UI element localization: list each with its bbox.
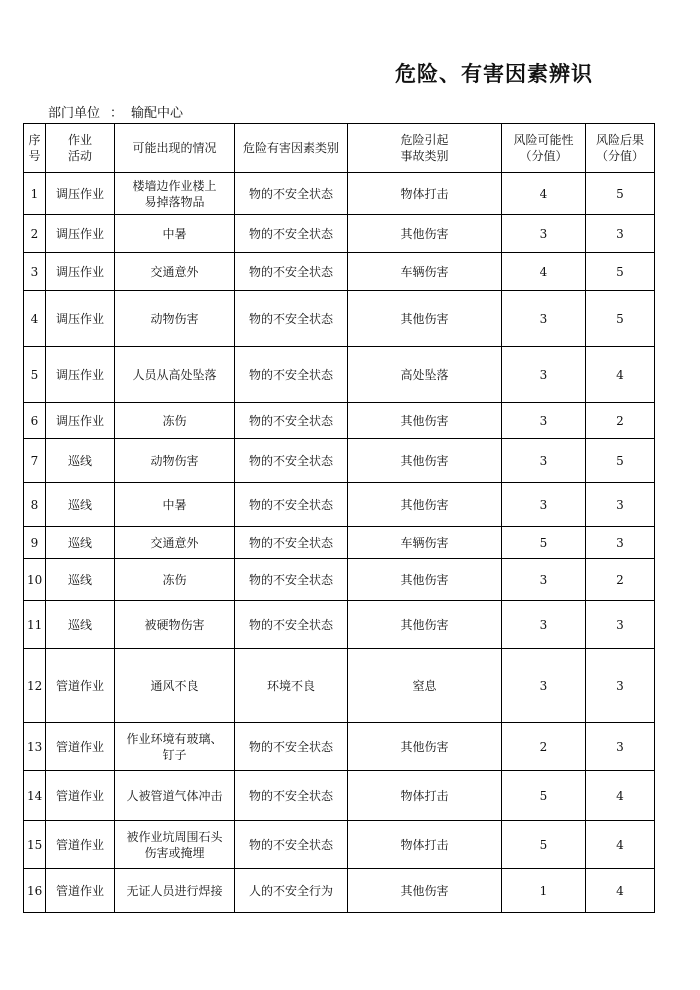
header-text: 号 <box>28 149 41 163</box>
cell-no: 4 <box>24 291 46 347</box>
cell-activity: 管道作业 <box>46 869 115 913</box>
cell-text: 钉子 <box>162 747 187 762</box>
cell-consequence: 2 <box>586 559 655 601</box>
cell-no: 1 <box>24 173 46 215</box>
cell-situation <box>115 771 235 821</box>
cell-likelihood: 1 <box>502 869 586 913</box>
cell-situation <box>115 723 235 771</box>
department-line <box>48 102 183 121</box>
col-header-likelihood <box>502 124 586 173</box>
cell-likelihood: 3 <box>502 483 586 527</box>
cell-no: 14 <box>24 771 46 821</box>
cell-text: 动物伤害 <box>150 453 199 468</box>
cell-accident: 物体打击 <box>348 173 502 215</box>
cell-category: 物的不安全状态 <box>235 527 348 559</box>
cell-category: 物的不安全状态 <box>235 771 348 821</box>
cell-consequence: 5 <box>586 253 655 291</box>
cell-situation <box>115 483 235 527</box>
cell-text: 动物伤害 <box>150 311 199 326</box>
cell-accident: 车辆伤害 <box>348 527 502 559</box>
table-row <box>24 483 655 527</box>
table-row <box>24 527 655 559</box>
cell-consequence: 3 <box>586 723 655 771</box>
table-row <box>24 869 655 913</box>
cell-activity: 调压作业 <box>46 173 115 215</box>
cell-text: 被硬物伤害 <box>144 617 205 632</box>
cell-situation <box>115 559 235 601</box>
cell-no: 13 <box>24 723 46 771</box>
table-row <box>24 723 655 771</box>
cell-accident: 物体打击 <box>348 771 502 821</box>
cell-activity: 管道作业 <box>46 771 115 821</box>
cell-accident: 其他伤害 <box>348 723 502 771</box>
cell-accident: 其他伤害 <box>348 403 502 439</box>
cell-category: 人的不安全行为 <box>235 869 348 913</box>
cell-no: 8 <box>24 483 46 527</box>
cell-activity: 调压作业 <box>46 403 115 439</box>
cell-activity: 管道作业 <box>46 649 115 723</box>
cell-text: 冻伤 <box>162 413 187 428</box>
table-body <box>24 173 655 913</box>
cell-situation <box>115 347 235 403</box>
cell-text: 交通意外 <box>150 535 199 550</box>
cell-consequence: 3 <box>586 215 655 253</box>
cell-accident: 车辆伤害 <box>348 253 502 291</box>
cell-activity: 巡线 <box>46 527 115 559</box>
cell-situation <box>115 821 235 869</box>
header-text: （分值） <box>595 149 644 163</box>
table-row <box>24 559 655 601</box>
cell-text: 冻伤 <box>162 572 187 587</box>
cell-likelihood: 3 <box>502 347 586 403</box>
department-label: 部门单位 <box>48 106 101 121</box>
department-colon: ： <box>110 106 124 121</box>
cell-text: 中暑 <box>162 497 187 512</box>
cell-text: 被作业坑周围石头 <box>126 829 223 844</box>
table-row <box>24 439 655 483</box>
cell-activity: 调压作业 <box>46 291 115 347</box>
cell-category: 物的不安全状态 <box>235 291 348 347</box>
cell-likelihood: 3 <box>502 403 586 439</box>
cell-situation <box>115 527 235 559</box>
cell-category: 物的不安全状态 <box>235 439 348 483</box>
cell-no: 16 <box>24 869 46 913</box>
header-text: 事故类别 <box>400 149 449 163</box>
cell-consequence: 5 <box>586 173 655 215</box>
cell-text: 伤害或掩埋 <box>144 845 205 860</box>
table-row <box>24 215 655 253</box>
cell-accident: 其他伤害 <box>348 559 502 601</box>
cell-likelihood: 3 <box>502 215 586 253</box>
cell-likelihood: 3 <box>502 291 586 347</box>
cell-accident: 其他伤害 <box>348 601 502 649</box>
col-header-activity <box>46 124 115 173</box>
cell-activity: 调压作业 <box>46 215 115 253</box>
cell-consequence: 5 <box>586 291 655 347</box>
table-row <box>24 291 655 347</box>
cell-no: 9 <box>24 527 46 559</box>
header-text: 风险后果 <box>595 133 644 147</box>
header-text: 风险可能性 <box>513 133 574 147</box>
cell-likelihood: 3 <box>502 649 586 723</box>
cell-likelihood: 3 <box>502 439 586 483</box>
cell-situation <box>115 649 235 723</box>
cell-category: 物的不安全状态 <box>235 483 348 527</box>
cell-likelihood: 3 <box>502 559 586 601</box>
table-row <box>24 821 655 869</box>
cell-accident: 窒息 <box>348 649 502 723</box>
cell-situation <box>115 173 235 215</box>
cell-category: 物的不安全状态 <box>235 601 348 649</box>
table-header-row <box>24 124 655 173</box>
header-text: 危险有害因素类别 <box>242 141 339 155</box>
cell-category: 物的不安全状态 <box>235 253 348 291</box>
cell-situation <box>115 215 235 253</box>
cell-text: 无证人员进行焊接 <box>126 883 223 898</box>
cell-accident: 其他伤害 <box>348 483 502 527</box>
header-text: 作业 <box>67 133 92 147</box>
table-row <box>24 649 655 723</box>
cell-accident: 其他伤害 <box>348 439 502 483</box>
cell-consequence: 3 <box>586 527 655 559</box>
cell-text: 交通意外 <box>150 264 199 279</box>
cell-text: 楼墙边作业楼上 <box>132 178 217 193</box>
table-row <box>24 347 655 403</box>
table-row <box>24 253 655 291</box>
table-row <box>24 601 655 649</box>
cell-likelihood: 5 <box>502 527 586 559</box>
cell-consequence: 4 <box>586 771 655 821</box>
cell-text: 人员从高处坠落 <box>132 367 217 382</box>
cell-category: 物的不安全状态 <box>235 723 348 771</box>
cell-situation <box>115 291 235 347</box>
cell-consequence: 4 <box>586 347 655 403</box>
cell-consequence: 2 <box>586 403 655 439</box>
hazard-table <box>23 123 655 913</box>
cell-activity: 巡线 <box>46 559 115 601</box>
table-row <box>24 771 655 821</box>
cell-category: 物的不安全状态 <box>235 173 348 215</box>
col-header-category <box>235 124 348 173</box>
cell-situation <box>115 439 235 483</box>
cell-no: 15 <box>24 821 46 869</box>
cell-consequence: 4 <box>586 869 655 913</box>
cell-text: 通风不良 <box>150 678 199 693</box>
cell-activity: 巡线 <box>46 439 115 483</box>
cell-consequence: 5 <box>586 439 655 483</box>
department-value: 输配中心 <box>131 106 184 121</box>
page-title: 危险、有害因素辨识 <box>395 62 593 86</box>
cell-consequence: 4 <box>586 821 655 869</box>
header-text: 序 <box>28 133 41 147</box>
header-text: 可能出现的情况 <box>132 141 217 155</box>
col-header-accident <box>348 124 502 173</box>
cell-likelihood: 5 <box>502 821 586 869</box>
cell-text: 中暑 <box>162 226 187 241</box>
header-text: 活动 <box>67 149 92 163</box>
cell-situation <box>115 403 235 439</box>
cell-category: 物的不安全状态 <box>235 403 348 439</box>
cell-likelihood: 2 <box>502 723 586 771</box>
cell-category: 物的不安全状态 <box>235 559 348 601</box>
col-header-consequence <box>586 124 655 173</box>
cell-likelihood: 3 <box>502 601 586 649</box>
table-row <box>24 403 655 439</box>
cell-activity: 调压作业 <box>46 347 115 403</box>
cell-situation <box>115 601 235 649</box>
cell-no: 7 <box>24 439 46 483</box>
table-row <box>24 173 655 215</box>
cell-consequence: 3 <box>586 601 655 649</box>
cell-likelihood: 4 <box>502 253 586 291</box>
cell-activity: 管道作业 <box>46 821 115 869</box>
cell-accident: 物体打击 <box>348 821 502 869</box>
cell-category: 物的不安全状态 <box>235 347 348 403</box>
cell-accident: 高处坠落 <box>348 347 502 403</box>
cell-no: 2 <box>24 215 46 253</box>
cell-likelihood: 5 <box>502 771 586 821</box>
cell-activity: 调压作业 <box>46 253 115 291</box>
cell-category: 物的不安全状态 <box>235 821 348 869</box>
cell-no: 5 <box>24 347 46 403</box>
cell-no: 6 <box>24 403 46 439</box>
cell-accident: 其他伤害 <box>348 215 502 253</box>
cell-accident: 其他伤害 <box>348 869 502 913</box>
cell-accident: 其他伤害 <box>348 291 502 347</box>
header-text: 危险引起 <box>400 133 449 147</box>
cell-no: 3 <box>24 253 46 291</box>
cell-activity: 管道作业 <box>46 723 115 771</box>
cell-no: 11 <box>24 601 46 649</box>
col-header-no <box>24 124 46 173</box>
cell-text: 作业环境有玻璃、 <box>126 731 223 746</box>
cell-text: 人被管道气体冲击 <box>126 788 223 803</box>
cell-consequence: 3 <box>586 483 655 527</box>
cell-text: 易掉落物品 <box>144 194 205 209</box>
cell-category: 环境不良 <box>235 649 348 723</box>
cell-activity: 巡线 <box>46 483 115 527</box>
cell-consequence: 3 <box>586 649 655 723</box>
cell-no: 12 <box>24 649 46 723</box>
cell-likelihood: 4 <box>502 173 586 215</box>
col-header-situation <box>115 124 235 173</box>
cell-no: 10 <box>24 559 46 601</box>
cell-situation <box>115 253 235 291</box>
cell-activity: 巡线 <box>46 601 115 649</box>
cell-situation <box>115 869 235 913</box>
cell-category: 物的不安全状态 <box>235 215 348 253</box>
header-text: （分值） <box>519 149 568 163</box>
